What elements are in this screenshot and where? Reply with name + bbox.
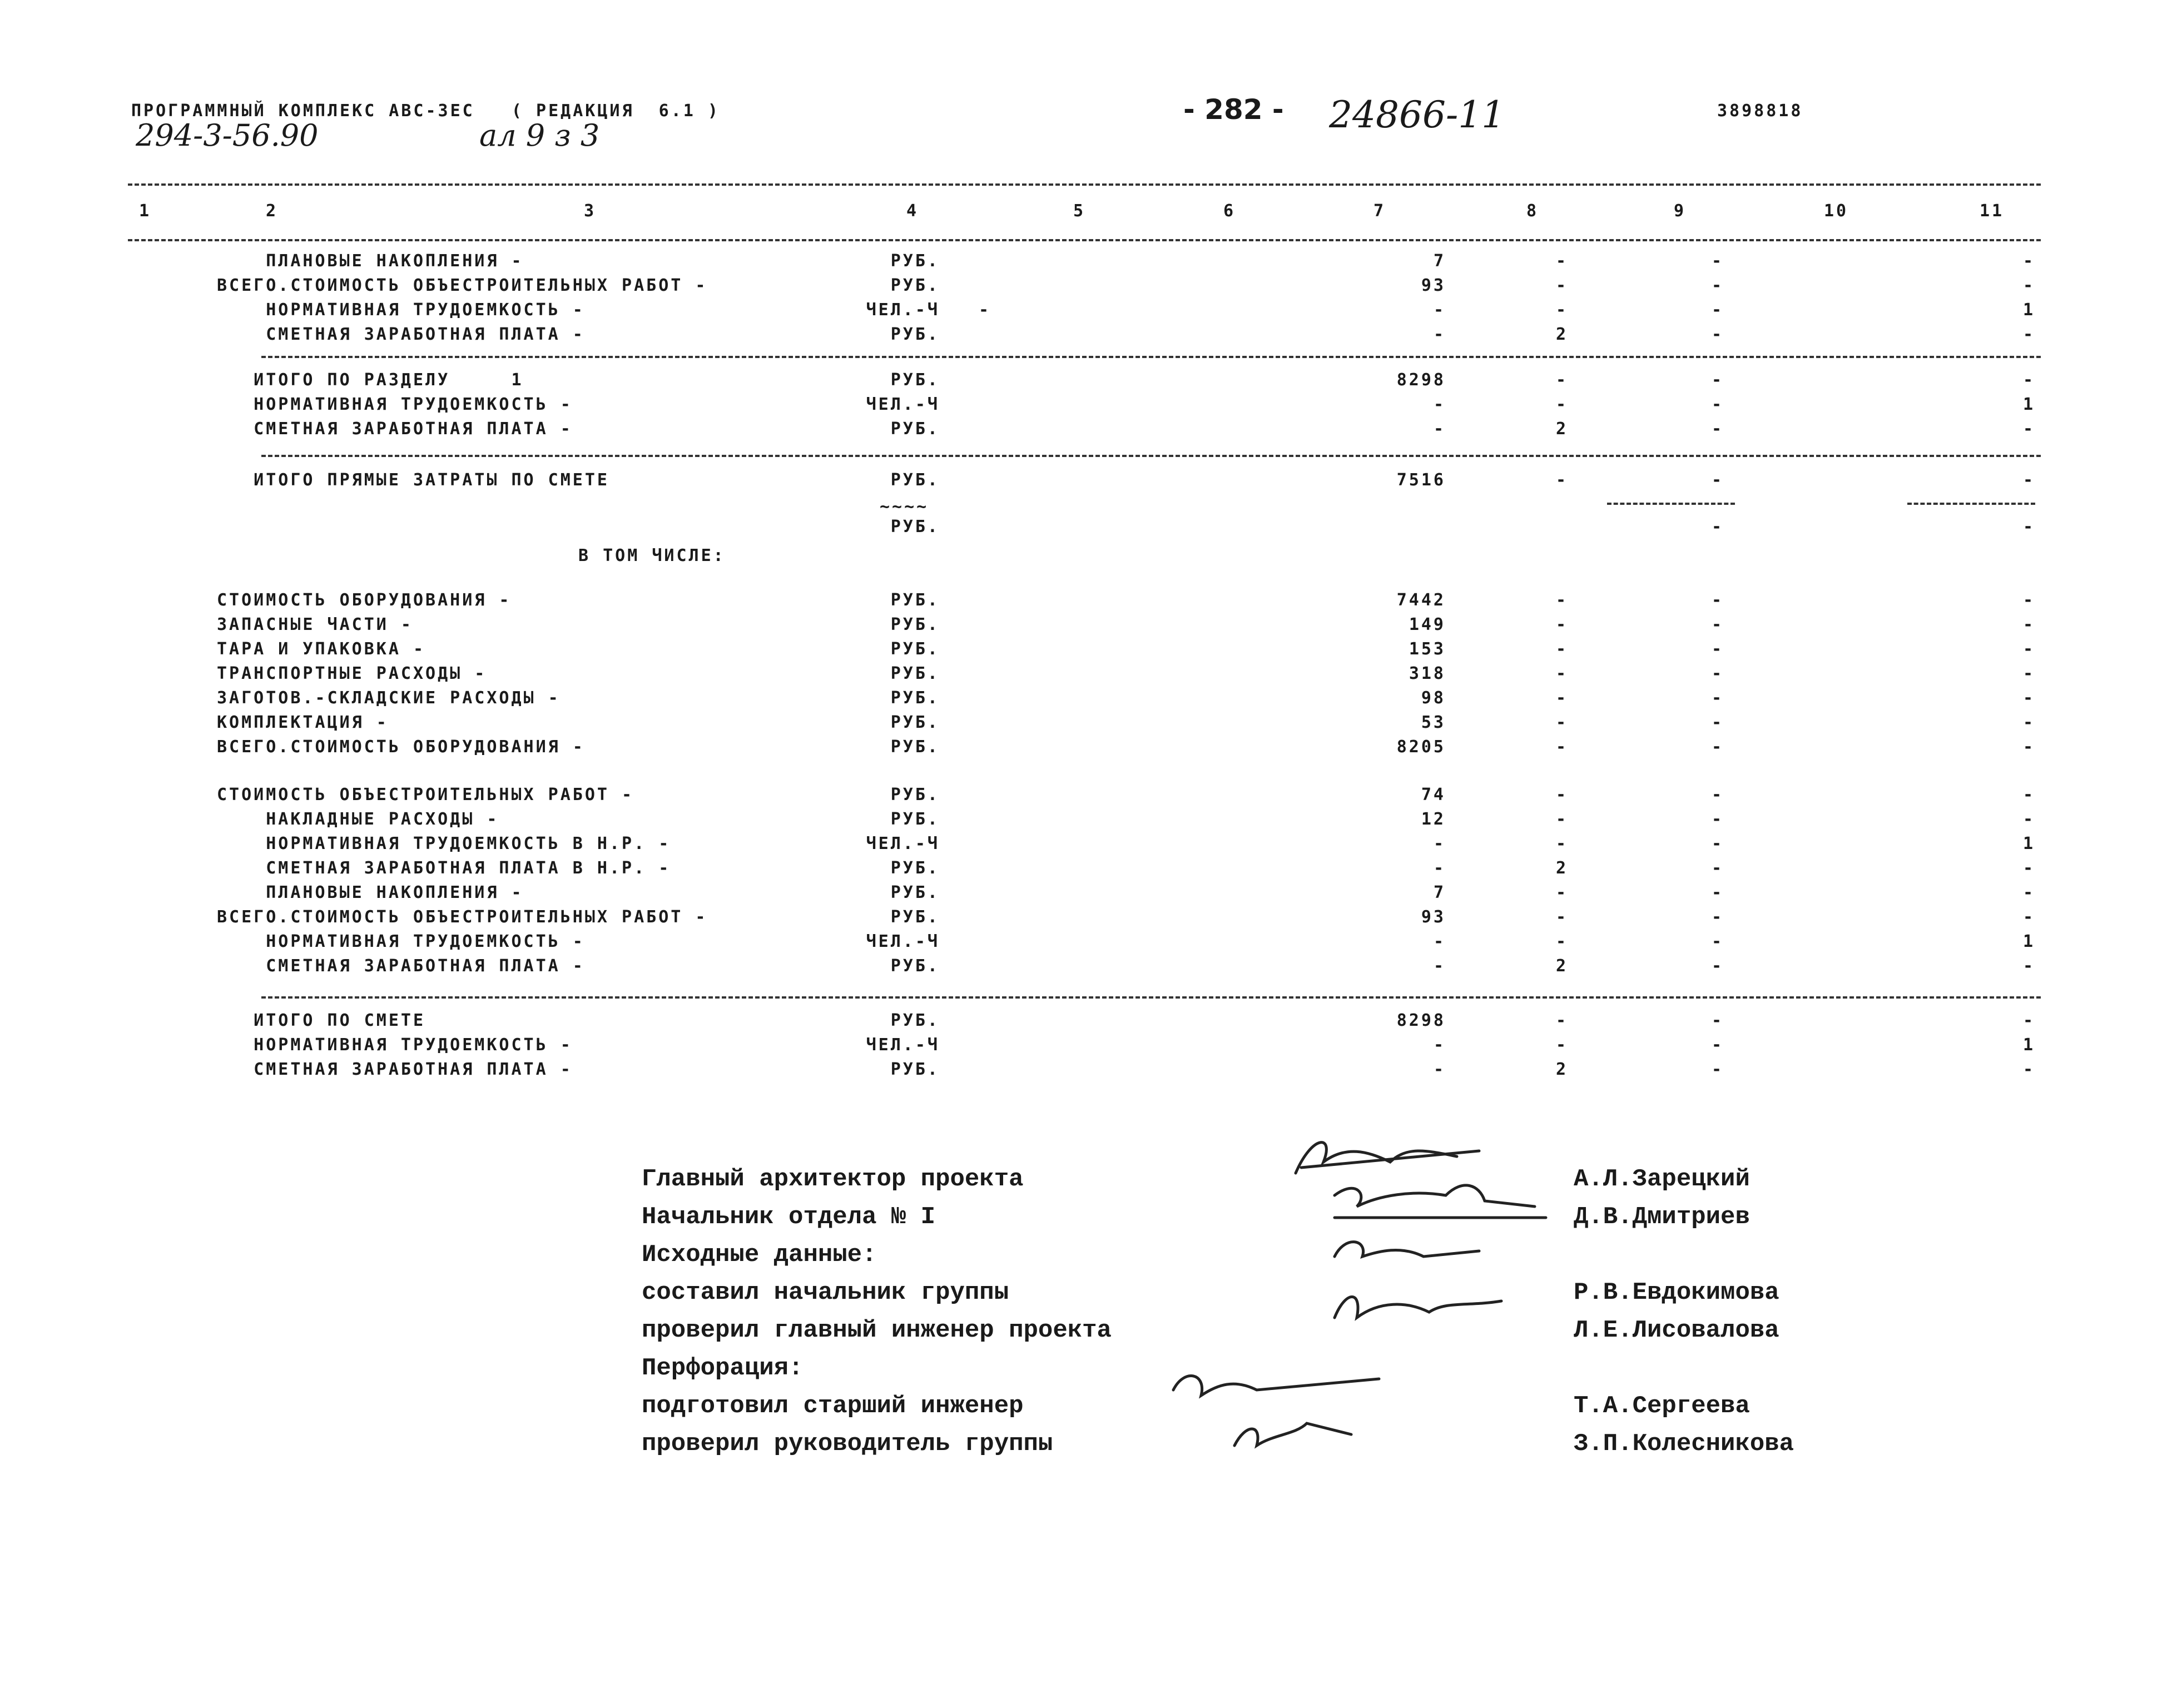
row-col7: 8298 [1396,370,1446,390]
row-col9: - [1711,664,1724,683]
col11-underline [1907,503,2035,505]
row-unit: РУБ. [890,325,940,344]
row-label: СМЕТНАЯ ЗАРАБОТНАЯ ПЛАТА - [217,956,585,976]
row-col7: - [1433,395,1446,414]
row-label: СТОИМОСТЬ ОБОРУДОВАНИЯ - [217,590,512,610]
row-col7: - [1433,419,1446,439]
row-col9: - [1711,713,1724,732]
row-col11: - [2022,664,2035,683]
row-unit: РУБ. [890,419,940,439]
row-col8: - [1555,276,1568,295]
row-label: СТОИМОСТЬ ОБЪЕСТРОИТЕЛЬНЫХ РАБОТ - [217,785,634,805]
row-col8: - [1555,907,1568,927]
row-col8: - [1555,1035,1568,1055]
row-unit: РУБ. [890,470,940,490]
row-col11: - [2022,1011,2035,1030]
column-header-5: 5 [1073,201,1086,221]
doc-number-handwritten: 24866-11 [1329,93,1505,136]
column-header-4: 4 [906,201,919,221]
row-col11: - [2022,615,2035,634]
row-col9: - [1711,300,1724,320]
row-unit: РУБ. [890,737,940,757]
signature-role: подготовил старший инженер [642,1392,1024,1420]
row-unit: ЧЕЛ.-Ч [866,300,940,320]
row-col9: - [1711,370,1724,390]
row-unit: РУБ. [890,810,940,829]
row-col9: - [1711,785,1724,805]
row-unit: РУБ. [890,590,940,610]
row-col7: - [1433,956,1446,976]
column-header-10: 10 [1824,201,1849,221]
header-bottom-rule [128,239,2041,241]
row-col7: - [1433,300,1446,320]
row-col7: - [1433,1035,1446,1055]
signature-name: З.П.Колесникова [1574,1430,1794,1458]
row-col11: - [2022,590,2035,610]
row-col8: - [1555,664,1568,683]
column-header-9: 9 [1674,201,1687,221]
program-header: ПРОГРАММНЫЙ КОМПЛЕКС АВС-3ЕС ( РЕДАКЦИЯ 6.1 ) [131,101,720,121]
row-col11: - [2022,325,2035,344]
section-label: В ТОМ ЧИСЛЕ: [578,546,726,565]
row-unit: РУБ. [890,615,940,634]
row-label: ВСЕГО.СТОИМОСТЬ ОБЪЕСТРОИТЕЛЬНЫХ РАБОТ - [217,276,708,295]
handwritten-ref: 294-3-56.90 [136,118,319,153]
signature-sergeeva [1173,1376,1379,1396]
row-col8: 2 [1555,325,1568,344]
row-col9: - [1711,858,1724,878]
row-col9: - [1711,639,1724,659]
row-label: СМЕТНАЯ ЗАРАБОТНАЯ ПЛАТА В Н.Р. - [217,858,671,878]
signature-name: Т.А.Сергеева [1574,1392,1750,1420]
row-col9: - [1711,470,1724,490]
row-col7: 8298 [1396,1011,1446,1030]
row-unit: РУБ. [890,251,940,271]
row-label: ИТОГО ПРЯМЫЕ ЗАТРАТЫ ПО СМЕТЕ [217,470,609,490]
row-col7: 7516 [1396,470,1446,490]
row-col8: - [1555,470,1568,490]
signature-name: Д.В.Дмитриев [1574,1203,1750,1231]
table-top-rule [128,183,2041,186]
signature-evdokimova [1335,1242,1479,1257]
row-col11: - [2022,737,2035,757]
row-col7: 53 [1421,713,1446,732]
signature-lisovalova [1335,1297,1501,1318]
row-col11: 1 [2022,300,2035,320]
signature-role: Исходные данные: [642,1241,877,1269]
row-label: НОРМАТИВНАЯ ТРУДОЕМКОСТЬ - [217,1035,573,1055]
row-col8: - [1555,300,1568,320]
row-col7: 12 [1421,810,1446,829]
signature-role: проверил главный инженер проекта [642,1317,1112,1344]
row-label: ИТОГО ПО СМЕТЕ [217,1011,426,1030]
row-label: НОРМАТИВНАЯ ТРУДОЕМКОСТЬ - [217,300,585,320]
row-col7: 98 [1421,688,1446,708]
row-col11: - [2022,419,2035,439]
row-unit: РУБ. [890,785,940,805]
row-col7: - [1433,834,1446,853]
row-col11: - [2022,810,2035,829]
signature-role: составил начальник группы [642,1279,1009,1307]
row-label: ПЛАНОВЫЕ НАКОПЛЕНИЯ - [217,251,524,271]
row-col7: 8205 [1396,737,1446,757]
row-col8: - [1555,639,1568,659]
signature-kolesnikova [1234,1423,1351,1446]
row-col11: - [2022,251,2035,271]
row-col9: - [1711,419,1724,439]
row-col8: - [1555,810,1568,829]
page-number: - 282 - [1183,93,1284,126]
row-col9: - [1711,1035,1724,1055]
row-col9: - [1711,590,1724,610]
column-header-2: 2 [266,201,279,221]
row-col8: 2 [1555,956,1568,976]
signature-dmitriev [1335,1185,1546,1218]
row-col11: - [2022,883,2035,902]
column-header-7: 7 [1373,201,1386,221]
row-col8: - [1555,370,1568,390]
row-unit: РУБ. [890,370,940,390]
row-label: КОМПЛЕКТАЦИЯ - [217,713,389,732]
row-unit: РУБ. [890,907,940,927]
row-label: ВСЕГО.СТОИМОСТЬ ОБОРУДОВАНИЯ - [217,737,585,757]
signature-role: проверил руководитель группы [642,1430,1053,1458]
row-label: ИТОГО ПО РАЗДЕЛУ 1 [217,370,524,390]
row-col8: - [1555,932,1568,951]
row-unit: ЧЕЛ.-Ч [866,834,940,853]
row-col11: 1 [2022,932,2035,951]
row-label: НОРМАТИВНАЯ ТРУДОЕМКОСТЬ В Н.Р. - [217,834,671,853]
row-col11: 1 [2022,834,2035,853]
row-col9: - [1711,810,1724,829]
column-header-3: 3 [584,201,597,221]
row-col11: - [2022,1060,2035,1079]
row-col9: - [1711,883,1724,902]
row-col9: - [1711,907,1724,927]
row-col11: - [2022,639,2035,659]
row-col7: - [1433,932,1446,951]
row-col11: - [2022,956,2035,976]
col9-underline [1607,503,1735,505]
row-label: ТАРА И УПАКОВКА - [217,639,426,659]
row-label: ВСЕГО.СТОИМОСТЬ ОБЪЕСТРОИТЕЛЬНЫХ РАБОТ - [217,907,708,927]
row-col8: - [1555,713,1568,732]
signature-name: Р.В.Евдокимова [1574,1279,1779,1307]
column-header-8: 8 [1526,201,1539,221]
row-col9: - [1711,834,1724,853]
row-unit: РУБ. [890,1060,940,1079]
row-label: ПЛАНОВЫЕ НАКОПЛЕНИЯ - [217,883,524,902]
signature-marks [1168,1112,1568,1457]
row-col7: 7 [1433,251,1446,271]
row-col9: - [1711,251,1724,271]
row-label: СМЕТНАЯ ЗАРАБОТНАЯ ПЛАТА - [217,419,573,439]
row-col11: - [2022,713,2035,732]
row-col11: - [2022,907,2035,927]
row-col7: 7442 [1396,590,1446,610]
row-col7: - [1433,325,1446,344]
signature-name: Л.Е.Лисовалова [1574,1317,1779,1344]
row-unit: РУБ. [890,639,940,659]
row-col9: - [1711,615,1724,634]
handwritten-sheet: ал 9 з 3 [479,118,600,153]
row-col7: 93 [1421,276,1446,295]
row-col7: 74 [1421,785,1446,805]
row-col8: - [1555,883,1568,902]
row-label: НОРМАТИВНАЯ ТРУДОЕМКОСТЬ - [217,395,573,414]
row-unit: РУБ. [890,956,940,976]
row-col7: 7 [1433,883,1446,902]
unit-divider: ~~~~ [880,497,929,517]
row-col9: - [1711,276,1724,295]
row-col8: - [1555,1011,1568,1030]
row-unit: ЧЕЛ.-Ч [866,932,940,951]
signature-role: Перфорация: [642,1354,804,1382]
row-unit: РУБ. [890,883,940,902]
row-col11: - [2022,276,2035,295]
row-col11: - [2022,370,2035,390]
row-col8: - [1555,395,1568,414]
row-label: ТРАНСПОРТНЫЕ РАСХОДЫ - [217,664,487,683]
row-unit: РУБ. [890,858,940,878]
row-label: СМЕТНАЯ ЗАРАБОТНАЯ ПЛАТА - [217,1060,573,1079]
row-label: НОРМАТИВНАЯ ТРУДОЕМКОСТЬ - [217,932,585,951]
row-col8: - [1555,737,1568,757]
row-col9: - [1711,956,1724,976]
separator-2 [261,455,2041,457]
separator-3 [261,996,2041,999]
row-col8: - [1555,785,1568,805]
row-col8: 2 [1555,1060,1568,1079]
row-col8: 2 [1555,419,1568,439]
signature-name: А.Л.Зарецкий [1574,1165,1750,1193]
row-col5: - [979,300,991,320]
row-col11: - [2022,470,2035,490]
row-label: СМЕТНАЯ ЗАРАБОТНАЯ ПЛАТА - [217,325,585,344]
row-col11: - [2022,688,2035,708]
row-col8: - [1555,590,1568,610]
row-label: ЗАГОТОВ.-СКЛАДСКИЕ РАСХОДЫ - [217,688,561,708]
column-header-11: 11 [1980,201,2005,221]
row-unit: РУБ. [890,276,940,295]
row-col7: 93 [1421,907,1446,927]
row-col7: - [1433,858,1446,878]
row-col9: - [1711,325,1724,344]
row-label: НАКЛАДНЫЕ РАСХОДЫ - [217,810,499,829]
column-header-6: 6 [1223,201,1236,221]
row-col7: 318 [1409,664,1446,683]
row-col9: - [1711,1011,1724,1030]
row-col9: - [1711,517,1724,537]
signature-role: Начальник отдела № I [642,1203,936,1231]
row-col7: 149 [1409,615,1446,634]
row-col8: - [1555,688,1568,708]
row-col8: - [1555,834,1568,853]
row-col11: 1 [2022,1035,2035,1055]
row-unit: ЧЕЛ.-Ч [866,1035,940,1055]
row-col9: - [1711,688,1724,708]
row-unit: РУБ. [890,517,940,537]
row-col7: 153 [1409,639,1446,659]
row-col8: 2 [1555,858,1568,878]
column-header-1: 1 [139,201,152,221]
row-col11: 1 [2022,395,2035,414]
separator-1 [261,356,2041,358]
row-unit: РУБ. [890,664,940,683]
row-col8: - [1555,251,1568,271]
row-unit: РУБ. [890,713,940,732]
row-unit: РУБ. [890,688,940,708]
row-col9: - [1711,737,1724,757]
signature-zaretsky [1296,1143,1479,1173]
row-col11: - [2022,785,2035,805]
row-unit: РУБ. [890,1011,940,1030]
doc-code: 3898818 [1717,101,1803,121]
row-col7: - [1433,1060,1446,1079]
signature-role: Главный архитектор проекта [642,1165,1024,1193]
row-label: ЗАПАСНЫЕ ЧАСТИ - [217,615,413,634]
row-col11: - [2022,858,2035,878]
row-col9: - [1711,395,1724,414]
row-col9: - [1711,932,1724,951]
row-unit: ЧЕЛ.-Ч [866,395,940,414]
row-col9: - [1711,1060,1724,1079]
row-col11: - [2022,517,2035,537]
row-col8: - [1555,615,1568,634]
